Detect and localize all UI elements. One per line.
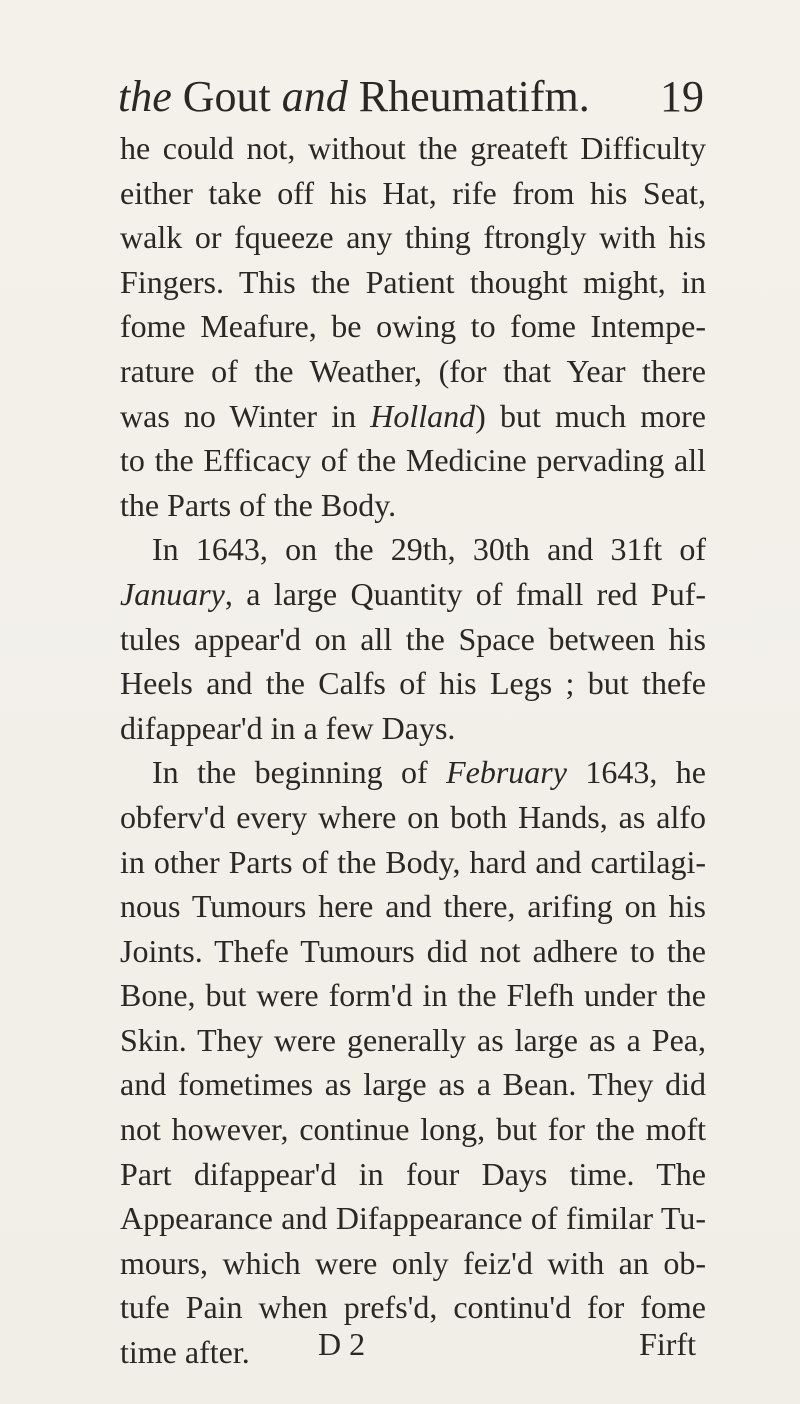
text-line — [120, 126, 706, 171]
text-run: Heels and the Calfs of his Legs ; but thefe — [120, 665, 706, 702]
text-run: tufe Pain when prefs'd, continu'd for fome — [120, 1289, 706, 1326]
text-run: nous Tumours here and there, arifing on his — [120, 888, 706, 925]
text-run: and fometimes as large as a Bean. They did — [120, 1066, 706, 1103]
text-run: In the beginning of — [152, 754, 447, 791]
text-run: fome Meafure, be owing to fome Intempe- — [120, 308, 706, 345]
text-run: in other Parts of the Body, hard and cartilagi- — [120, 843, 706, 880]
header-word-rheumatism: Rheumatifm. — [347, 72, 590, 121]
header-connector: and — [281, 72, 348, 121]
text-line — [120, 929, 706, 974]
text-line — [120, 483, 706, 528]
text-line — [120, 1062, 706, 1107]
text-run: to the Efficacy of the Medicine pervading all — [120, 442, 706, 479]
text-line — [120, 527, 706, 572]
text-line — [120, 171, 706, 216]
text-run: 1643, he — [566, 754, 706, 791]
text-line — [120, 1152, 706, 1197]
text-run: tules appear'd on all the Space between his — [120, 620, 706, 657]
page-number: 19 — [660, 72, 704, 121]
text-run: Joints. Thefe Tumours did not adhere to the — [120, 932, 706, 969]
text-run: the Parts of the Body. — [120, 486, 397, 523]
text-line — [120, 215, 706, 260]
text-run: rature of the Weather, (for that Year there — [120, 352, 706, 389]
text-run: Skin. They were generally as large as a Pea, — [120, 1021, 706, 1058]
page-footer — [120, 1322, 706, 1366]
text-line — [120, 572, 706, 617]
text-run: mours, which were only feiz'd with an ob- — [120, 1244, 706, 1281]
text-line — [120, 1241, 706, 1286]
text-run: , a large Quantity of fmall red Puf- — [224, 575, 706, 612]
text-line — [120, 795, 706, 840]
text-line — [120, 1018, 706, 1063]
text-run: was no Winter in — [120, 397, 371, 434]
text-line — [120, 706, 706, 751]
text-line — [120, 1196, 706, 1241]
italic-month: February — [446, 754, 567, 791]
text-line — [120, 394, 706, 439]
header-prefix: the — [118, 72, 172, 121]
text-line — [120, 661, 706, 706]
text-line — [120, 840, 706, 885]
text-run: Part difappear'd in four Days time. The — [120, 1155, 706, 1192]
text-run: In 1643, on the 29th, 30th and 31ft of — [152, 531, 706, 568]
body-text — [120, 126, 706, 1375]
text-line — [120, 617, 706, 662]
text-run: ) but much more — [475, 397, 706, 434]
text-line — [120, 973, 706, 1018]
text-line — [120, 750, 706, 795]
text-run: difappear'd in a few Days. — [120, 709, 456, 746]
text-line — [120, 349, 706, 394]
text-run: either take off his Hat, rife from his Seat, — [120, 174, 706, 211]
text-run: Fingers. This the Patient thought might, in — [120, 263, 706, 300]
running-header — [118, 72, 708, 122]
text-line — [120, 260, 706, 305]
text-line — [120, 304, 706, 349]
text-run: obferv'd every where on both Hands, as alfo — [120, 798, 706, 835]
text-line — [120, 884, 706, 929]
text-run: not however, continue long, but for the moft — [120, 1111, 706, 1148]
header-word-gout: Gout — [171, 72, 282, 121]
text-run: Appearance and Difappearance of fimilar Tu- — [120, 1200, 706, 1237]
text-line — [120, 438, 706, 483]
catchword: Firft — [639, 1326, 696, 1362]
text-run: he could not, without the greateft Difficulty — [120, 130, 706, 166]
italic-month: January — [120, 575, 225, 612]
text-run: walk or fqueeze any thing ftrongly with his — [120, 219, 706, 256]
text-run: Bone, but were form'd in the Flefh under the — [120, 977, 706, 1014]
text-line — [120, 1107, 706, 1152]
text-run: time after. — [120, 1334, 250, 1371]
italic-place-name: Holland — [370, 397, 476, 434]
signature-mark: D 2 — [318, 1326, 366, 1362]
